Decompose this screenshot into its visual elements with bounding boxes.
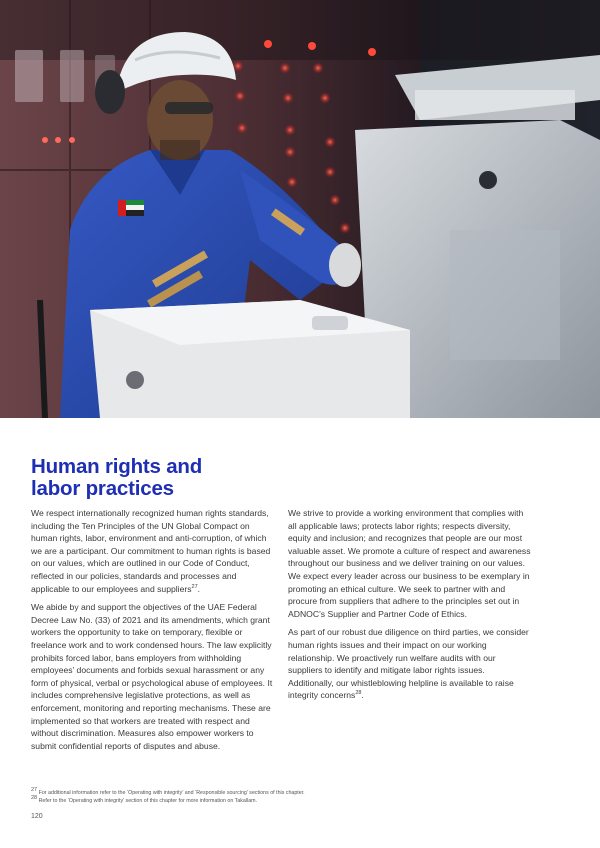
section-heading <box>31 456 331 500</box>
footnote-28 <box>31 794 571 806</box>
left-paragraph-2: We abide by and support the objectives of the UAE Federal Decree Law No. (33) of 2021 and its amendments, which grant workers the opportunity to take on temporary, flexible or freelance work and to work condensed hours. The law explicitly prohibits forced labor, bans employers from withholding employees’ documents and forbids sexual harassment or any form of physical, verbal or psychological abuse of employees. It includes comprehensive legislative protections, as well as enforcement, monitoring and reporting mechanisms. These are implemented so that workers are treated with respect and without discrimination. Measures also empower workers to submit confidential reports of disputes and abuse. <box>31 602 273 751</box>
footnote-27-number: 27 <box>31 787 38 794</box>
right-paragraph-1: We strive to provide a working environment that complies with all applicable laws; protects labor rights; respects diversity, equity and inclusion; and recognizes that people are our most valuable asset. We promote a culture of respect and awareness throughout our business and we deliver training on our values. We expect every leader across our business to be exemplary in promoting an ethical culture. We seek to partner with and procure from suppliers that adhere to the principles set out in ADNOC’s Supplier and Partner Code of Ethics. <box>288 508 531 619</box>
footnotes <box>31 787 571 805</box>
left-paragraph-1 <box>31 507 275 595</box>
right-paragraph-2 <box>288 626 532 702</box>
footnote-ref-27: 27 <box>191 583 198 590</box>
footnote-27 <box>31 787 571 798</box>
footnote-ref-28: 28 <box>355 690 362 697</box>
left-column <box>31 507 275 758</box>
right-paragraph-2-end: . <box>361 690 364 701</box>
heading-line-1: Human rights and <box>31 455 203 478</box>
footnote-28-text: Refer to the ‘Operating with integrity’ section of this chapter for more information on Takallam. <box>37 797 258 804</box>
right-column <box>288 507 532 708</box>
footnote-28-number: 28 <box>31 794 38 801</box>
page-number: 120 <box>31 813 43 820</box>
left-paragraph-1-text: We respect internationally recognized human rights standards, including the Ten Principles of the UN Global Compact on human rights, labor, environment and anti-corruption, of which we are a participant. Our commitment to human rights is based on our values, which are outlined in our Code of Conduct, reflected in our policies, standards and processes and applicable to our employees and suppliers <box>31 508 271 594</box>
right-paragraph-2-text: As part of our robust due diligence on third parties, we consider human rights issues and their impact on our working relationship. We proactively run welfare audits with our suppliers to identify and mitigate labor rights issues. Additionally, our whistleblowing helpline is available to raise integrity concerns <box>288 627 529 701</box>
hero-photo <box>0 0 600 418</box>
heading-line-2: labor practices <box>31 477 174 500</box>
left-paragraph-1-end: . <box>197 583 201 594</box>
worker-illustration <box>0 0 600 418</box>
footnote-27-text: For additional information refer to the ‘Operating with integrity’ and ‘Responsible sourcing’ sections of this chapter. <box>37 790 305 796</box>
